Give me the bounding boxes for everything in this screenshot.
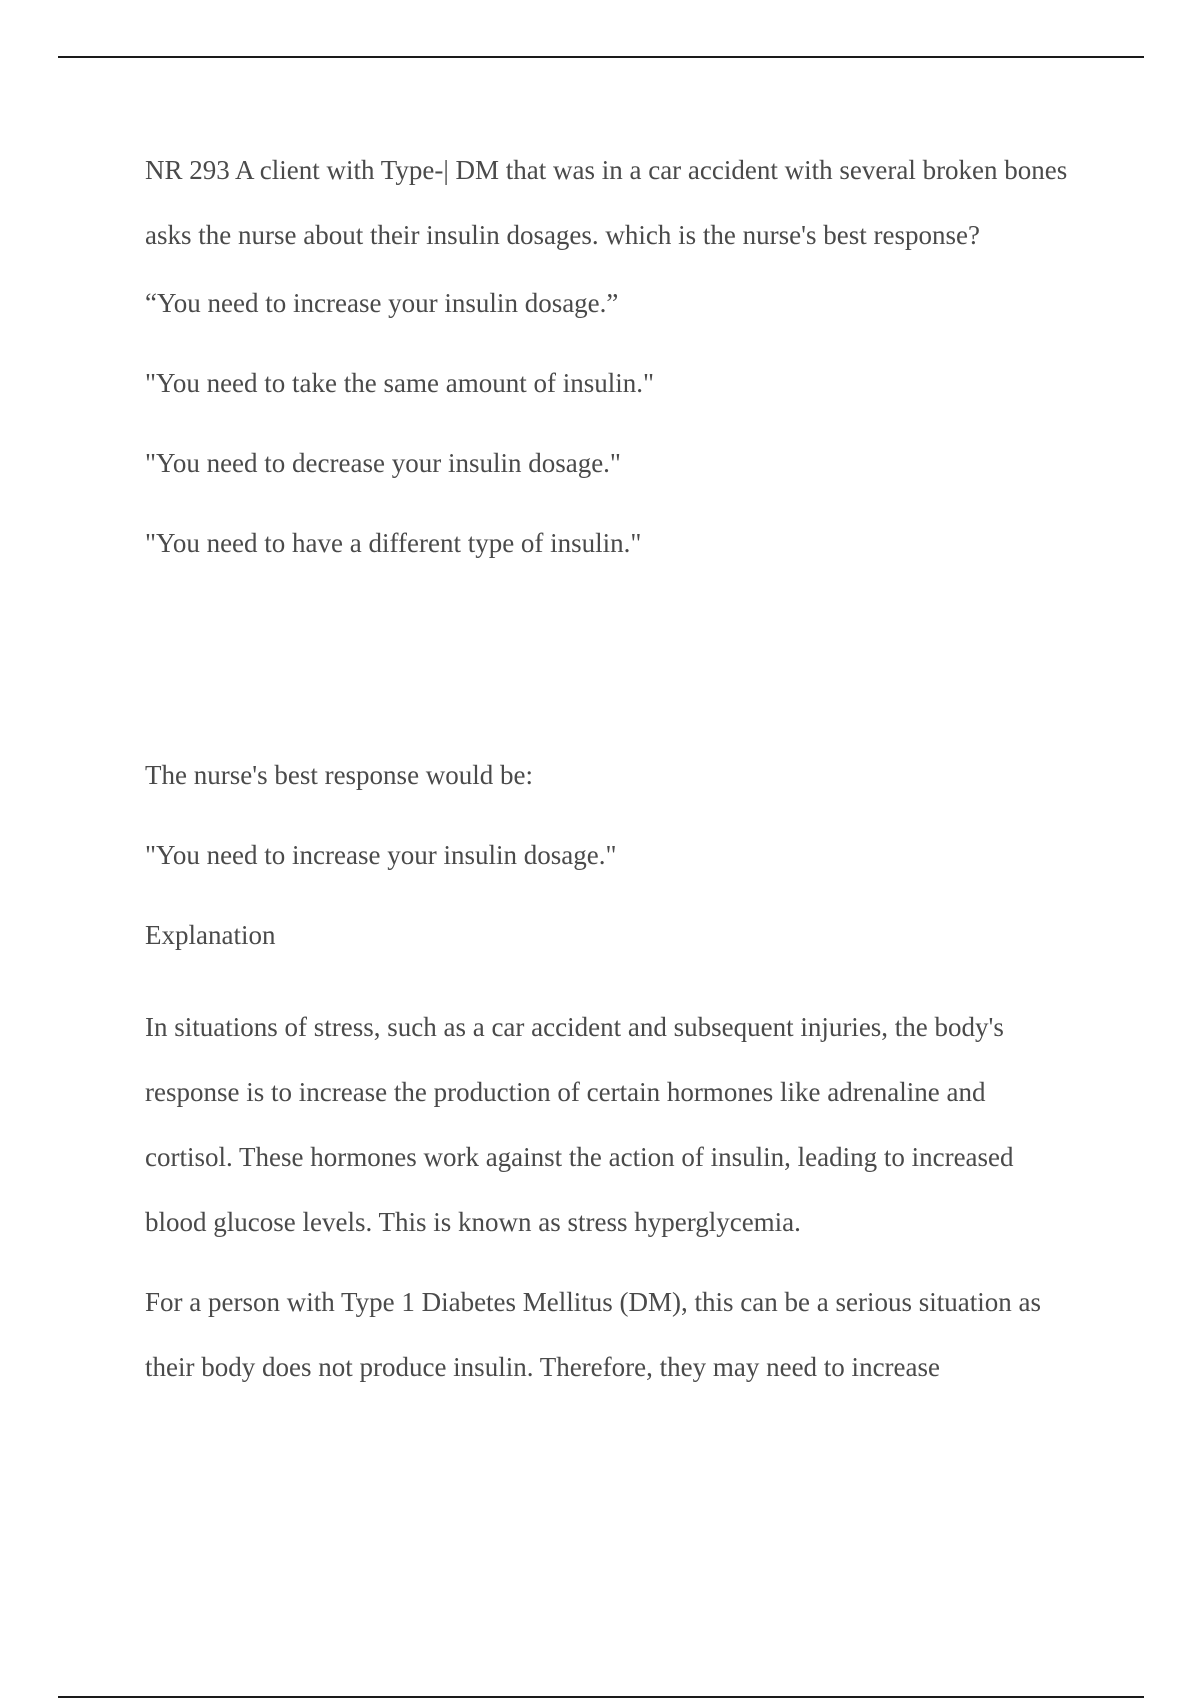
bottom-divider bbox=[58, 1696, 1144, 1698]
option-decrease: "You need to decrease your insulin dosage." bbox=[145, 448, 621, 478]
option-different-type: "You need to have a different type of insulin." bbox=[145, 528, 642, 558]
answer-response: "You need to increase your insulin dosage." bbox=[145, 840, 617, 870]
question-text: NR 293 A client with Type-| DM that was in a car accident with several broken bones asks the nurse about their insulin dosages. which is the nurse's best response? bbox=[145, 155, 1068, 250]
option-increase: “You need to increase your insulin dosage.” bbox=[145, 288, 619, 318]
option-same: "You need to take the same amount of insulin." bbox=[145, 368, 654, 398]
explanation-paragraph-2: For a person with Type 1 Diabetes Mellitus (DM), this can be a serious situation as their body does not produce insulin. Therefore, they may need to increase bbox=[145, 1287, 1041, 1382]
document-body bbox=[145, 138, 1075, 1415]
explanation-paragraph-1: In situations of stress, such as a car accident and subsequent injuries, the body's response is to increase the production of certain hormones like adrenaline and cortisol. These hormones work against the action of insulin, leading to increased blood glucose levels. This is known as stress hyperglycemia. bbox=[145, 1012, 1014, 1237]
top-divider bbox=[58, 56, 1144, 58]
explanation-heading: Explanation bbox=[145, 920, 276, 950]
answer-intro: The nurse's best response would be: bbox=[145, 760, 534, 790]
section-gap bbox=[145, 603, 1075, 755]
